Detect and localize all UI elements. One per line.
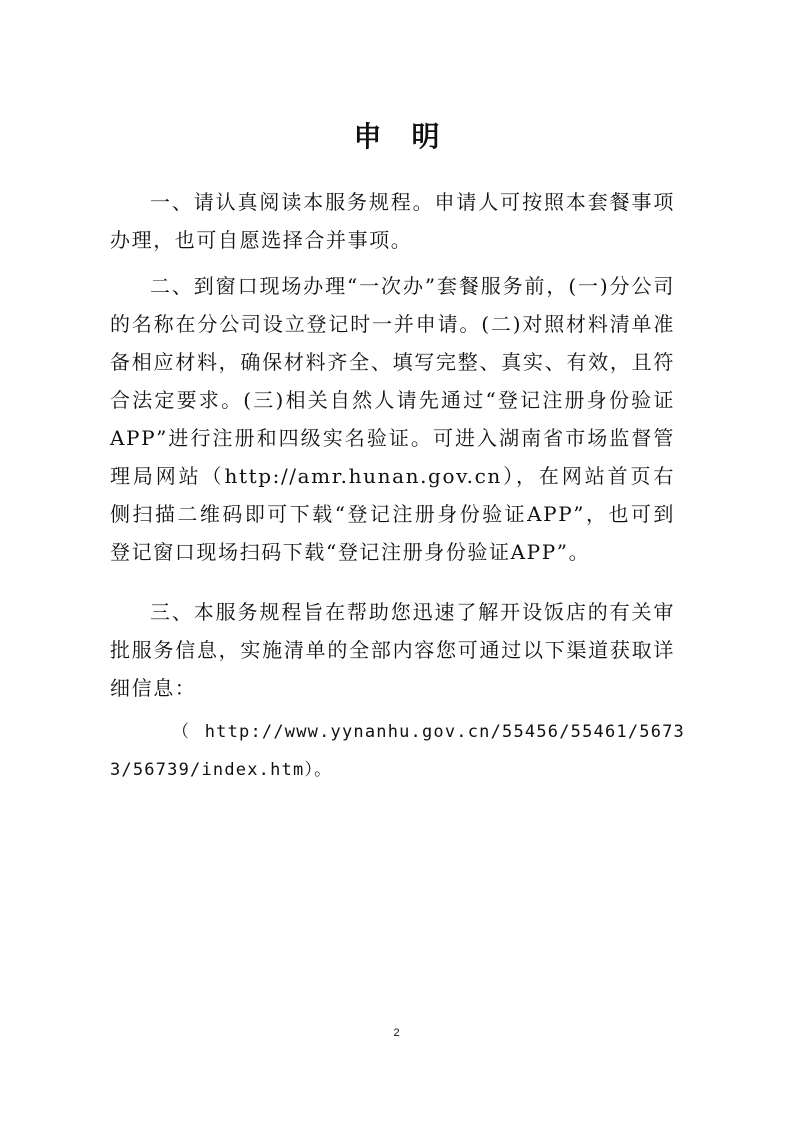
page-title: 申明 xyxy=(353,119,470,153)
page-number: 2 xyxy=(393,1027,400,1039)
paragraph-3: 三、本服务规程旨在帮助您迅速了解开设饭店的有关审批服务信息，实施清单的全部内容您可通过以下渠道获取详细信息： xyxy=(110,600,675,700)
paragraph-1: 一、请认真阅读本服务规程。申请人可按照本套餐事项办理，也可自愿选择合并事项。 xyxy=(110,190,675,252)
paragraph-2: 二、到窗口现场办理“一次办”套餐服务前，(一)分公司的名称在分公司设立登记时一并申请。(二)对照材料清单准备相应材料，确保材料齐全、填写完整、真实、有效，且符合法定要求。(三)相关自然人请先通过“登记注册身份验证APP”进行注册和四级实名验证。可进入湖南省市场监督管理局网站（http://amr.hunan.gov.cn），在网站首页右侧扫描二维码即可下载“登记注册身份验证APP”，也可到登记窗口现场扫码下载“登记注册身份验证APP”。 xyxy=(110,274,675,564)
paragraph-4-url: （http://www.yynanhu.gov.cn/55456/55461/56733/56739/index.htm）。 xyxy=(110,722,685,780)
